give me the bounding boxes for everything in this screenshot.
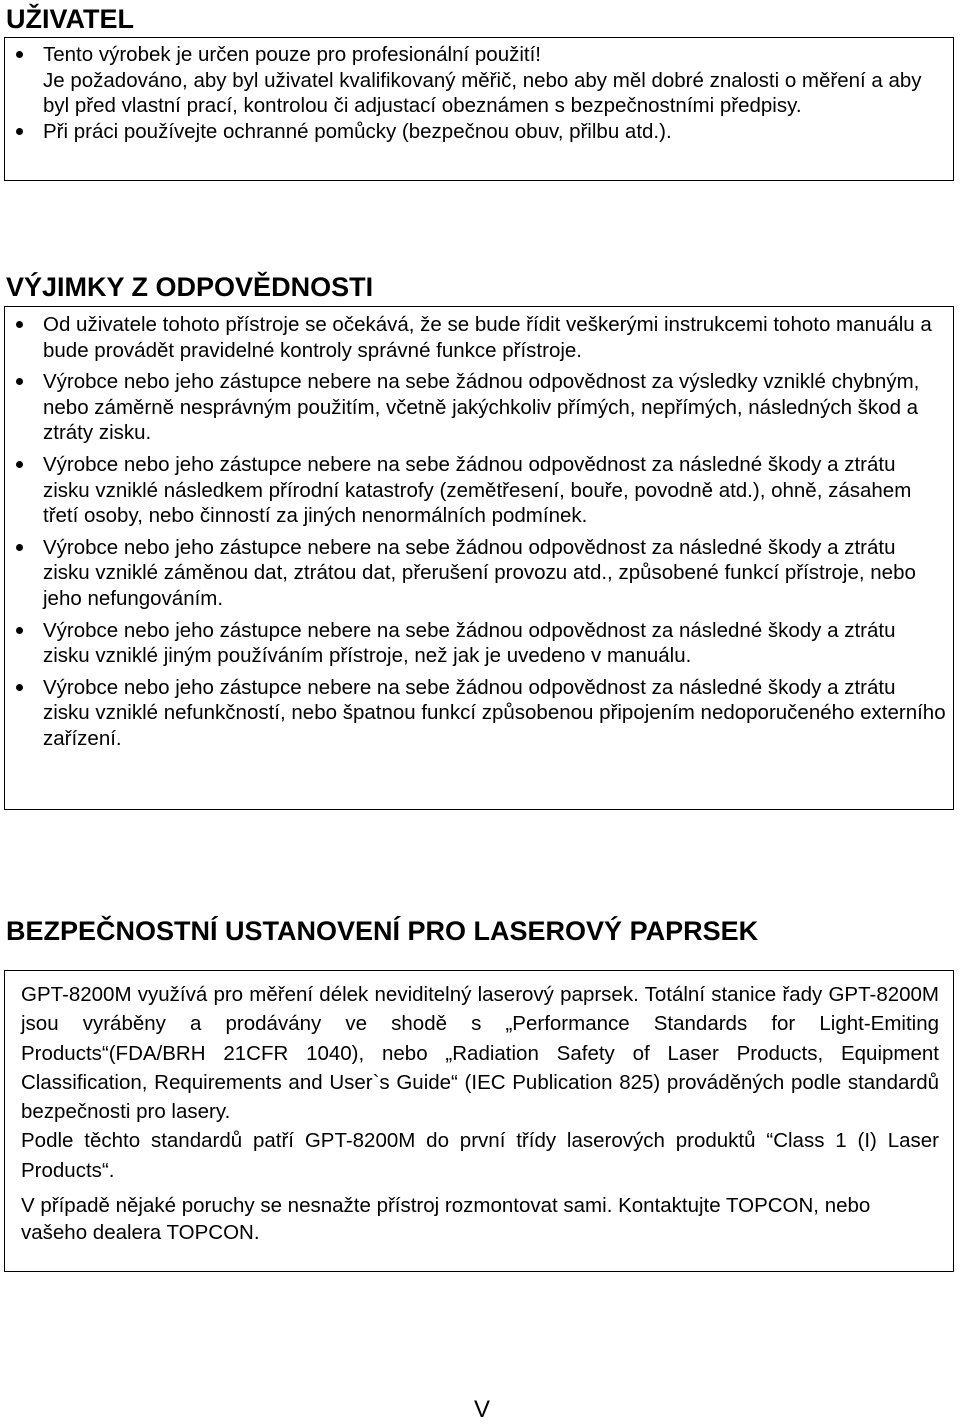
bullet-icon <box>16 544 23 551</box>
section-heading-laser: BEZPEČNOSTNÍ USTANOVENÍ PRO LASEROVÝ PAPRSEK <box>6 916 759 946</box>
user-bullet-list <box>5 38 953 144</box>
bullet-icon <box>16 378 23 385</box>
list-item-text: Výrobce nebo jeho zástupce nebere na sebe žádnou odpovědnost za následné škody a ztrátu zisku vzniklé nefunkčností, nebo špatnou funkcí způsobenou připojením nedoporučeného externího zařízení. <box>43 675 946 750</box>
list-item-text: Při práci používejte ochranné pomůcky (bezpečnou obuv, přilbu atd.). <box>43 119 672 143</box>
list-item <box>5 535 953 612</box>
list-item-text: Tento výrobek je určen pouze pro profesionální použití! <box>43 43 541 66</box>
list-item-text: Od uživatele tohoto přístroje se očekává, že se bude řídit veškerými instrukcemi tohoto manuálu a bude provádět pravidelné kontroly správné funkce přístroje. <box>43 313 932 362</box>
list-item <box>5 68 953 119</box>
list-item-text: Výrobce nebo jeho zástupce nebere na sebe žádnou odpovědnost za následné škody a ztrátu zisku vzniklé následkem přírodní katastrofy (zemětřesení, bouře, povodně atd.), ohně, zásahem třetí osoby, nebo činností za jiných nenormálních podmínek. <box>43 452 912 528</box>
bullet-icon <box>16 51 23 58</box>
list-item-text: Výrobce nebo jeho zástupce nebere na sebe žádnou odpovědnost za následné škody a ztrátu zisku vzniklé záměnou dat, ztrátou dat, přerušení provozu atd., způsobené funkcí přístroje, nebo jeho nefungováním. <box>43 535 916 610</box>
list-item <box>5 675 953 752</box>
laser-paragraph: GPT-8200M využívá pro měření délek neviditelný laserový paprsek. Totální stanice řady GPT-8200M jsou vyráběny a prodávány ve shodě s „Performance Standards for Light-Emiting Products“(FDA/BRH 21CFR 1040), nebo „Radiation Safety of Laser Products, Equipment Classification, Requirements and User`s Guide“ (IEC Publication 825) prováděných podle standardů bezpečnosti pro lasery. <box>21 983 939 1124</box>
bullet-icon <box>16 684 23 691</box>
list-item <box>5 452 953 529</box>
disclaimer-bullet-list <box>5 307 953 752</box>
bullet-icon <box>16 627 23 634</box>
section-heading-user: UŽIVATEL <box>6 4 134 34</box>
list-item <box>5 369 953 446</box>
user-notice-box <box>4 37 954 181</box>
laser-paragraph: V případě nějaké poruchy se nesnažte přístroj rozmontovat sami. Kontaktujte TOPCON, nebo vašeho dealera TOPCON. <box>21 1194 871 1245</box>
bullet-icon <box>16 461 23 468</box>
list-item-text: Výrobce nebo jeho zástupce nebere na sebe žádnou odpovědnost za výsledky vzniklé chybným, nebo záměrně nesprávným použitím, včetně jakýchkoliv přímých, nepřímých, následných škod a ztráty zisku. <box>43 370 920 445</box>
section-heading-disclaimer: VÝJIMKY Z ODPOVĚDNOSTI <box>6 272 374 302</box>
list-item-text: Je požadováno, aby byl uživatel kvalifikovaný měřič, nebo aby měl dobré znalosti o měření a aby byl před vlastní prací, kontrolou či adjustací obeznámen s bezpečnostními předpisy. <box>43 68 922 118</box>
disclaimer-box <box>4 306 954 810</box>
list-item-text: Výrobce nebo jeho zástupce nebere na sebe žádnou odpovědnost za následné škody a ztrátu zisku vzniklé jiným používáním přístroje, než jak je uvedeno v manuálu. <box>43 618 896 668</box>
list-item <box>5 312 953 363</box>
list-item <box>5 42 953 68</box>
list-item <box>5 618 953 669</box>
list-item <box>5 119 953 145</box>
bullet-icon <box>16 321 23 328</box>
laser-paragraph: Podle těchto standardů patří GPT-8200M do první třídy laserových produktů “Class 1 (I) Laser Products“. <box>21 1129 939 1182</box>
page-number: V <box>474 1396 491 1423</box>
laser-safety-box <box>4 970 954 1272</box>
bullet-icon <box>16 128 23 135</box>
